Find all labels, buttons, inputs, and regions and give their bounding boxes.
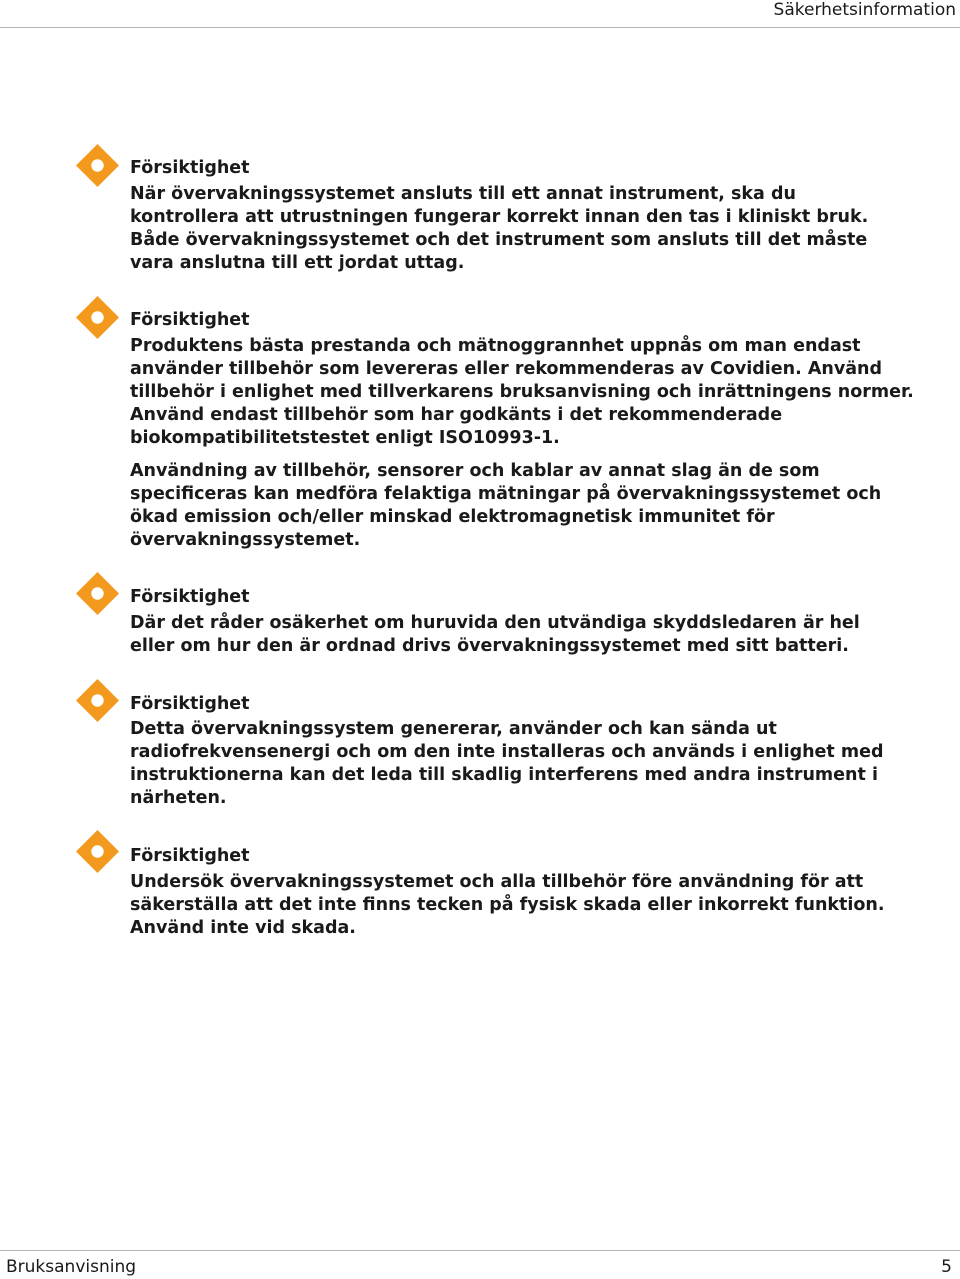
caution-text-line: vara anslutna till ett jordat uttag. [130, 253, 465, 273]
caution-title: Försiktighet [130, 158, 250, 178]
caution-text-line: biokompatibilitetstestet enligt ISO10993-1. [130, 428, 560, 448]
running-header: Säkerhetsinformation [773, 0, 956, 20]
caution-text-line: ökad emission och/eller minskad elektromagnetisk immunitet för [130, 507, 775, 527]
caution-text-line: Detta övervakningssystem genererar, använder och kan sända ut [130, 719, 777, 739]
caution-text-line: närheten. [130, 788, 227, 808]
caution-text-line: eller om hur den är ordnad drivs övervakningssystemet med sitt batteri. [130, 636, 849, 656]
caution-diamond-icon [76, 296, 119, 339]
caution-title: Försiktighet [130, 694, 250, 714]
caution-text-line: säkerställa att det inte finns tecken på fysisk skada eller inkorrekt funktion. [130, 895, 885, 915]
caution-diamond-icon [76, 144, 119, 187]
caution-text-line: Undersök övervakningssystemet och alla tillbehör före användning för att [130, 872, 864, 892]
caution-text-line: Använd endast tillbehör som har godkänts i det rekommenderade [130, 405, 783, 425]
caution-text-line: Produktens bästa prestanda och mätnoggrannhet uppnås om man endast [130, 336, 861, 356]
caution-text-line: tillbehör i enlighet med tillverkarens bruksanvisning och inrättningens normer. [130, 382, 914, 402]
caution-diamond-icon [76, 572, 119, 615]
caution-text-line: Använd inte vid skada. [130, 918, 356, 938]
caution-title: Försiktighet [130, 310, 250, 330]
caution-diamond-icon [76, 830, 119, 873]
header-divider [0, 27, 960, 28]
caution-text-line: specificeras kan medföra felaktiga mätningar på övervakningssystemet och [130, 484, 882, 504]
caution-diamond-icon [76, 679, 119, 722]
footer-divider [0, 1250, 960, 1251]
caution-paragraph [130, 183, 869, 275]
caution-text-line: kontrollera att utrustningen fungerar korrekt innan den tas i kliniskt bruk. [130, 207, 869, 227]
caution-title: Försiktighet [130, 846, 250, 866]
caution-paragraph [130, 718, 884, 810]
footer-document-name: Bruksanvisning [6, 1257, 137, 1277]
caution-text-line: Både övervakningssystemet och det instrument som ansluts till det måste [130, 230, 868, 250]
caution-text-line: radiofrekvensenergi och om den inte installeras och används i enlighet med [130, 742, 884, 762]
caution-paragraph [130, 871, 885, 940]
page-number: 5 [941, 1257, 952, 1277]
caution-paragraph [130, 460, 882, 552]
caution-text-line: övervakningssystemet. [130, 530, 361, 550]
caution-title: Försiktighet [130, 587, 250, 607]
caution-text-line: Användning av tillbehör, sensorer och kablar av annat slag än de som [130, 461, 820, 481]
caution-text-line: instruktionerna kan det leda till skadlig interferens med andra instrument i [130, 765, 878, 785]
caution-text-line: använder tillbehör som levereras eller rekommenderas av Covidien. Använd [130, 359, 883, 379]
caution-text-line: När övervakningssystemet ansluts till ett annat instrument, ska du [130, 184, 796, 204]
caution-paragraph [130, 335, 914, 450]
caution-text-line: Där det råder osäkerhet om huruvida den utvändiga skyddsledaren är hel [130, 613, 860, 633]
caution-paragraph [130, 612, 860, 658]
